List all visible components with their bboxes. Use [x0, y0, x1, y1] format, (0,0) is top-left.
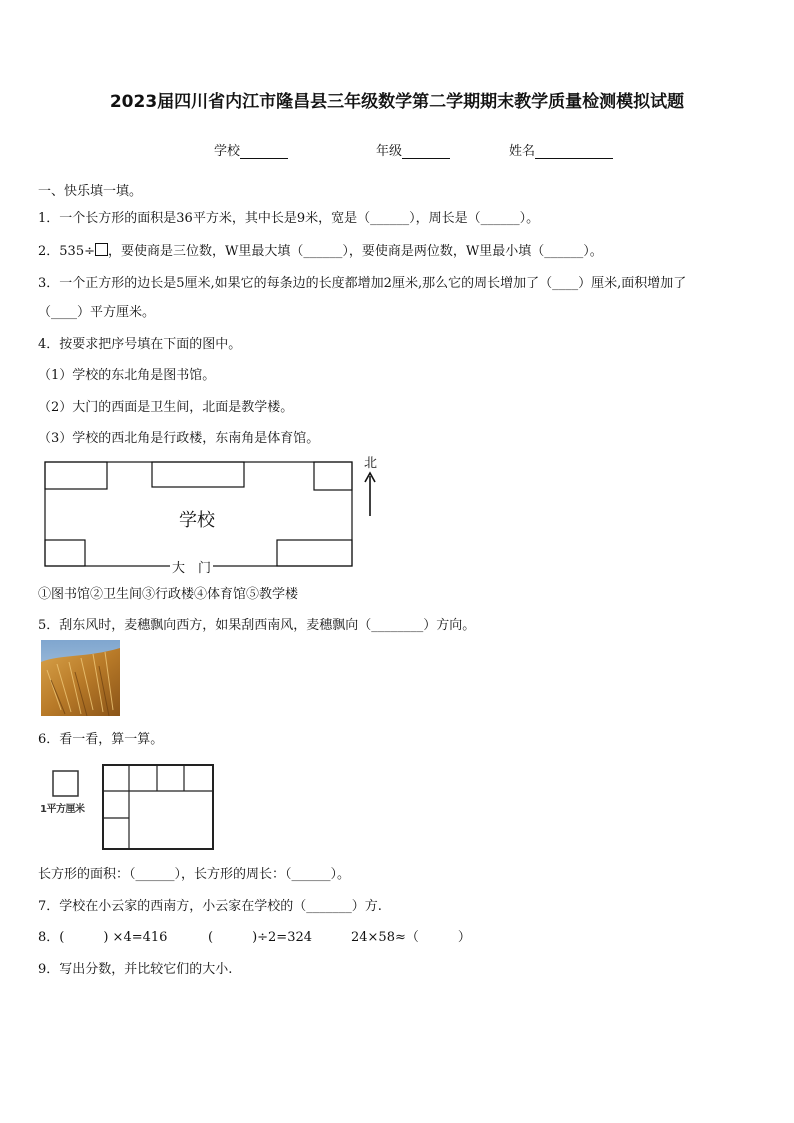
question-4-sub-2: （2）大门的西面是卫生间，北面是教学楼。 [38, 400, 294, 415]
school-field [214, 140, 288, 159]
building-options: ①图书馆②卫生间③行政楼④体育馆⑤教学楼 [38, 587, 299, 602]
north-label: 北 [364, 456, 378, 471]
digit-box [95, 243, 108, 256]
grade-label: 年级 [376, 144, 403, 159]
question-6: 6．看一看，算一算。 [38, 732, 164, 747]
question-4-sub-3: （3）学校的西北角是行政楼，东南角是体育馆。 [38, 431, 320, 446]
question-4: 4．按要求把序号填在下面的图中。 [38, 337, 242, 352]
question-3-line-1: 3．一个正方形的边长是5厘米,如果它的每条边的长度都增加2厘米,那么它的周长增加了（____）厘米,面积增加了 [38, 276, 687, 291]
name-blank[interactable] [535, 145, 613, 159]
question-5: 5．刮东风时，麦穗飘向西方，如果刮西南风，麦穗飘向（________）方向。 [38, 618, 476, 633]
question-1: 1．一个长方形的面积是36平方米，其中长是9米，宽是（______），周长是（______）。 [38, 211, 540, 226]
school-label: 学校 [214, 144, 241, 159]
school-label: 学校 [179, 510, 215, 531]
unit-square [53, 771, 78, 796]
question-2-prefix: 2．535÷ [38, 244, 95, 259]
grade-field [376, 140, 450, 159]
question-6-answer: 长方形的面积：（______），长方形的周长：（______）。 [38, 867, 351, 882]
unit-square-label: 1平方厘米 [40, 804, 85, 815]
question-8-part-a: 8．( ) ×4=416 [38, 930, 168, 945]
name-label: 姓名 [509, 144, 536, 159]
grade-blank[interactable] [402, 145, 450, 159]
question-3-line-2: （____）平方厘米。 [38, 305, 156, 320]
question-2-suffix: ，要使商是三位数，W里最大填（______），要使商是两位数，W里最小填（______）。 [107, 244, 603, 259]
question-8-part-b: ( )÷2=324 [208, 930, 313, 945]
question-8-part-c: 24×58≈（ ） [351, 930, 471, 945]
southeast-slot [277, 540, 352, 566]
section-heading: 一、快乐填一填。 [38, 184, 143, 199]
page-title: 2023届四川省内江市隆昌县三年级数学第二学期期末教学质量检测模拟试题 [109, 92, 685, 112]
northwest-slot [45, 462, 107, 489]
grid-rectangle [103, 765, 213, 849]
southwest-slot [45, 540, 85, 566]
school-blank[interactable] [240, 145, 288, 159]
gate-label: 大 门 [170, 557, 213, 576]
wheat-photo [41, 640, 120, 716]
question-9: 9．写出分数，并比较它们的大小. [38, 962, 233, 977]
question-7: 7．学校在小云家的西南方，小云家在学校的（_______）方. [38, 899, 382, 914]
name-field [509, 140, 613, 159]
question-4-sub-1: （1）学校的东北角是图书馆。 [38, 368, 216, 383]
northeast-slot [314, 462, 352, 490]
question-2 [38, 240, 603, 259]
north-slot [152, 462, 244, 487]
